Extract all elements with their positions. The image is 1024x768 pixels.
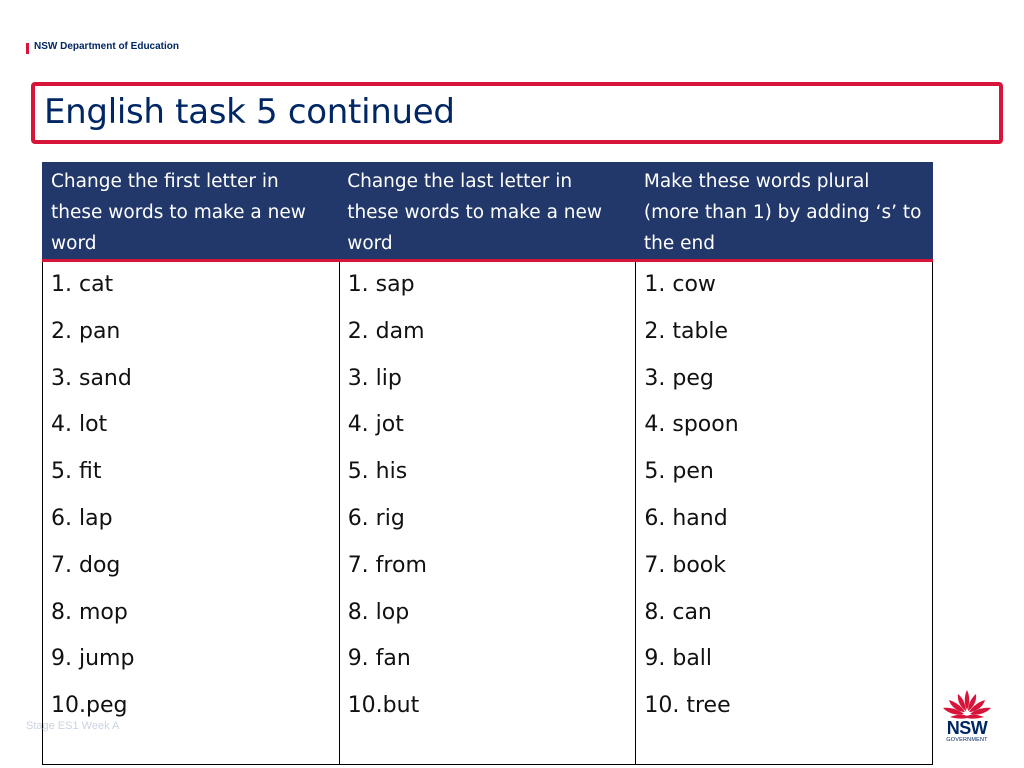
column-header-first-letter: Change the first letter in these words to make a new word — [43, 162, 340, 261]
nsw-government-logo — [940, 688, 994, 746]
list-item: 1. cow — [644, 272, 716, 297]
list-item: 9. ball — [644, 646, 713, 672]
column-plural-cell — [636, 261, 933, 765]
list-item: 1. sap — [347, 272, 415, 297]
list-item: 3. sand — [51, 365, 132, 391]
list-item: 8. mop — [51, 599, 128, 625]
department-name: NSW Department of Education — [34, 41, 180, 52]
list-item: 10. tree — [644, 693, 731, 719]
footer-stage-label: Stage ES1 Week A — [26, 720, 120, 732]
department-marker — [26, 43, 29, 54]
list-item: 2. dam — [347, 318, 425, 344]
list-item: 9. jump — [51, 646, 135, 672]
list-item: 2. pan — [51, 318, 121, 344]
table-header-row — [43, 162, 933, 261]
column-header-plural: Make these words plural (more than 1) by adding ‘s’ to the end — [636, 162, 933, 261]
list-item: 8. can — [644, 599, 712, 625]
column-first-letter-cell — [43, 261, 340, 765]
list-item: 10.peg — [51, 693, 128, 719]
list-item: 6. hand — [644, 505, 728, 531]
column-header-last-letter: Change the last letter in these words to make a new word — [339, 162, 636, 261]
column-last-letter-cell — [339, 261, 636, 765]
table-row — [43, 261, 933, 765]
list-item: 1. cat — [51, 272, 114, 297]
list-item: 10.but — [347, 693, 420, 719]
list-item: 7. from — [347, 552, 427, 578]
task-table — [42, 162, 933, 765]
list-item: 7. dog — [51, 552, 121, 578]
list-item: 6. lap — [51, 505, 113, 531]
logo-subtitle: GOVERNMENT — [946, 737, 988, 743]
list-item: 8. lop — [347, 599, 410, 625]
list-item: 2. table — [644, 318, 729, 344]
list-item: 7. book — [644, 552, 726, 578]
list-item: 5. fit — [51, 459, 102, 485]
list-item: 9. fan — [347, 646, 411, 672]
logo-wordmark: NSW — [946, 718, 988, 738]
list-item: 3. peg — [644, 365, 714, 391]
page-title: English task 5 continued — [44, 92, 455, 132]
list-item: 5. his — [347, 459, 408, 485]
list-item: 5. pen — [644, 459, 714, 485]
waratah-icon — [940, 688, 994, 720]
list-item: 4. jot — [347, 412, 404, 438]
list-item: 4. lot — [51, 412, 108, 438]
title-box — [31, 82, 1003, 144]
list-item: 3. lip — [347, 365, 402, 391]
list-item: 6. rig — [347, 505, 405, 531]
list-item: 4. spoon — [644, 412, 739, 438]
